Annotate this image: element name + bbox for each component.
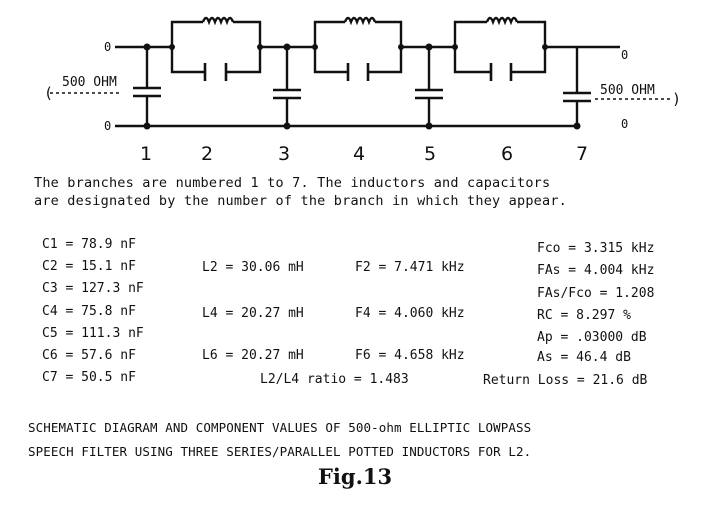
series-lc-section-2: [172, 18, 260, 81]
capacitor-name: C7: [42, 370, 58, 385]
svg-text:(: (: [44, 84, 54, 102]
branch-number-4: 4: [353, 143, 366, 165]
capacitor-value-c7: C7 = 50.5 nF: [42, 370, 136, 385]
capacitor-value: 78.9 nF: [81, 237, 136, 252]
svg-text:): ): [672, 90, 682, 108]
inductor-ratio: L2/L4 ratio = 1.483: [260, 372, 409, 387]
inductor-value-l4: L4 = 20.27 mH: [202, 306, 304, 321]
resonance-f6: F6 = 4.658 kHz: [355, 348, 465, 363]
capacitor-value-c1: C1 = 78.9 nF: [42, 237, 136, 252]
branch-number-6: 6: [501, 143, 514, 165]
caption-line-2: SPEECH FILTER USING THREE SERIES/PARALLEL POTTED INDUCTORS FOR L2.: [28, 444, 532, 459]
branch-number-7: 7: [576, 143, 589, 165]
svg-text:500 OHM: 500 OHM: [600, 83, 655, 98]
shunt-capacitor-c3: [273, 47, 301, 126]
source-impedance-annotation: [44, 75, 120, 102]
caption-line-1: SCHEMATIC DIAGRAM AND COMPONENT VALUES OF 500-ohm ELLIPTIC LOWPASS: [28, 420, 532, 435]
branch-number-3: 3: [278, 143, 291, 165]
load-impedance-annotation: [595, 83, 681, 108]
capacitor-name: C4: [42, 304, 58, 319]
capacitor-value: 15.1 nF: [81, 259, 136, 274]
svg-text:500 OHM: 500 OHM: [62, 75, 117, 90]
param-return-loss: Return Loss = 21.6 dB: [483, 373, 648, 388]
series-lc-section-4: [315, 18, 401, 81]
capacitor-name: C2: [42, 259, 58, 274]
branch-number-2: 2: [201, 143, 214, 165]
capacitor-value: 57.6 nF: [81, 348, 136, 363]
capacitor-value: 50.5 nF: [81, 370, 136, 385]
terminal-in-top: 0: [104, 40, 112, 54]
resonance-f2: F2 = 7.471 kHz: [355, 260, 465, 275]
param-fas: FAs = 4.004 kHz: [537, 263, 655, 278]
param-fco: Fco = 3.315 kHz: [537, 241, 655, 256]
capacitor-value-c5: C5 = 111.3 nF: [42, 326, 144, 341]
filter-schematic: [0, 0, 718, 170]
capacitor-value-c4: C4 = 75.8 nF: [42, 304, 136, 319]
capacitor-name: C5: [42, 326, 58, 341]
terminal-out-top: 0: [621, 48, 629, 62]
description-line-1: The branches are numbered 1 to 7. The inductors and capacitors: [34, 175, 551, 191]
branch-number-5: 5: [424, 143, 437, 165]
param-ap: Ap = .03000 dB: [537, 330, 647, 345]
inductor-value-l2: L2 = 30.06 mH: [202, 260, 304, 275]
figure-label: Fig.13: [318, 464, 393, 489]
capacitor-name: C6: [42, 348, 58, 363]
capacitor-value: 75.8 nF: [81, 304, 136, 319]
terminal-in-bottom: 0: [104, 119, 112, 133]
shunt-capacitor-c7: [563, 47, 591, 126]
series-lc-section-6: [455, 18, 545, 81]
junction-dots: [144, 44, 581, 130]
capacitor-value-c3: C3 = 127.3 nF: [42, 281, 144, 296]
capacitor-name: C3: [42, 281, 58, 296]
shunt-capacitor-c5: [415, 47, 443, 126]
param-fas-fco: FAs/Fco = 1.208: [537, 286, 655, 301]
inductor-value-l6: L6 = 20.27 mH: [202, 348, 304, 363]
capacitor-value-c2: C2 = 15.1 nF: [42, 259, 136, 274]
description-line-2: are designated by the number of the branch in which they appear.: [34, 193, 567, 209]
param-rc: RC = 8.297 %: [537, 308, 631, 323]
shunt-capacitor-c1: [133, 47, 161, 126]
branch-number-1: 1: [140, 143, 153, 165]
capacitor-name: C1: [42, 237, 58, 252]
capacitor-value-c6: C6 = 57.6 nF: [42, 348, 136, 363]
resonance-f4: F4 = 4.060 kHz: [355, 306, 465, 321]
param-as: As = 46.4 dB: [537, 350, 631, 365]
terminal-out-bottom: 0: [621, 117, 629, 131]
capacitor-value: 127.3 nF: [81, 281, 144, 296]
capacitor-value: 111.3 nF: [81, 326, 144, 341]
